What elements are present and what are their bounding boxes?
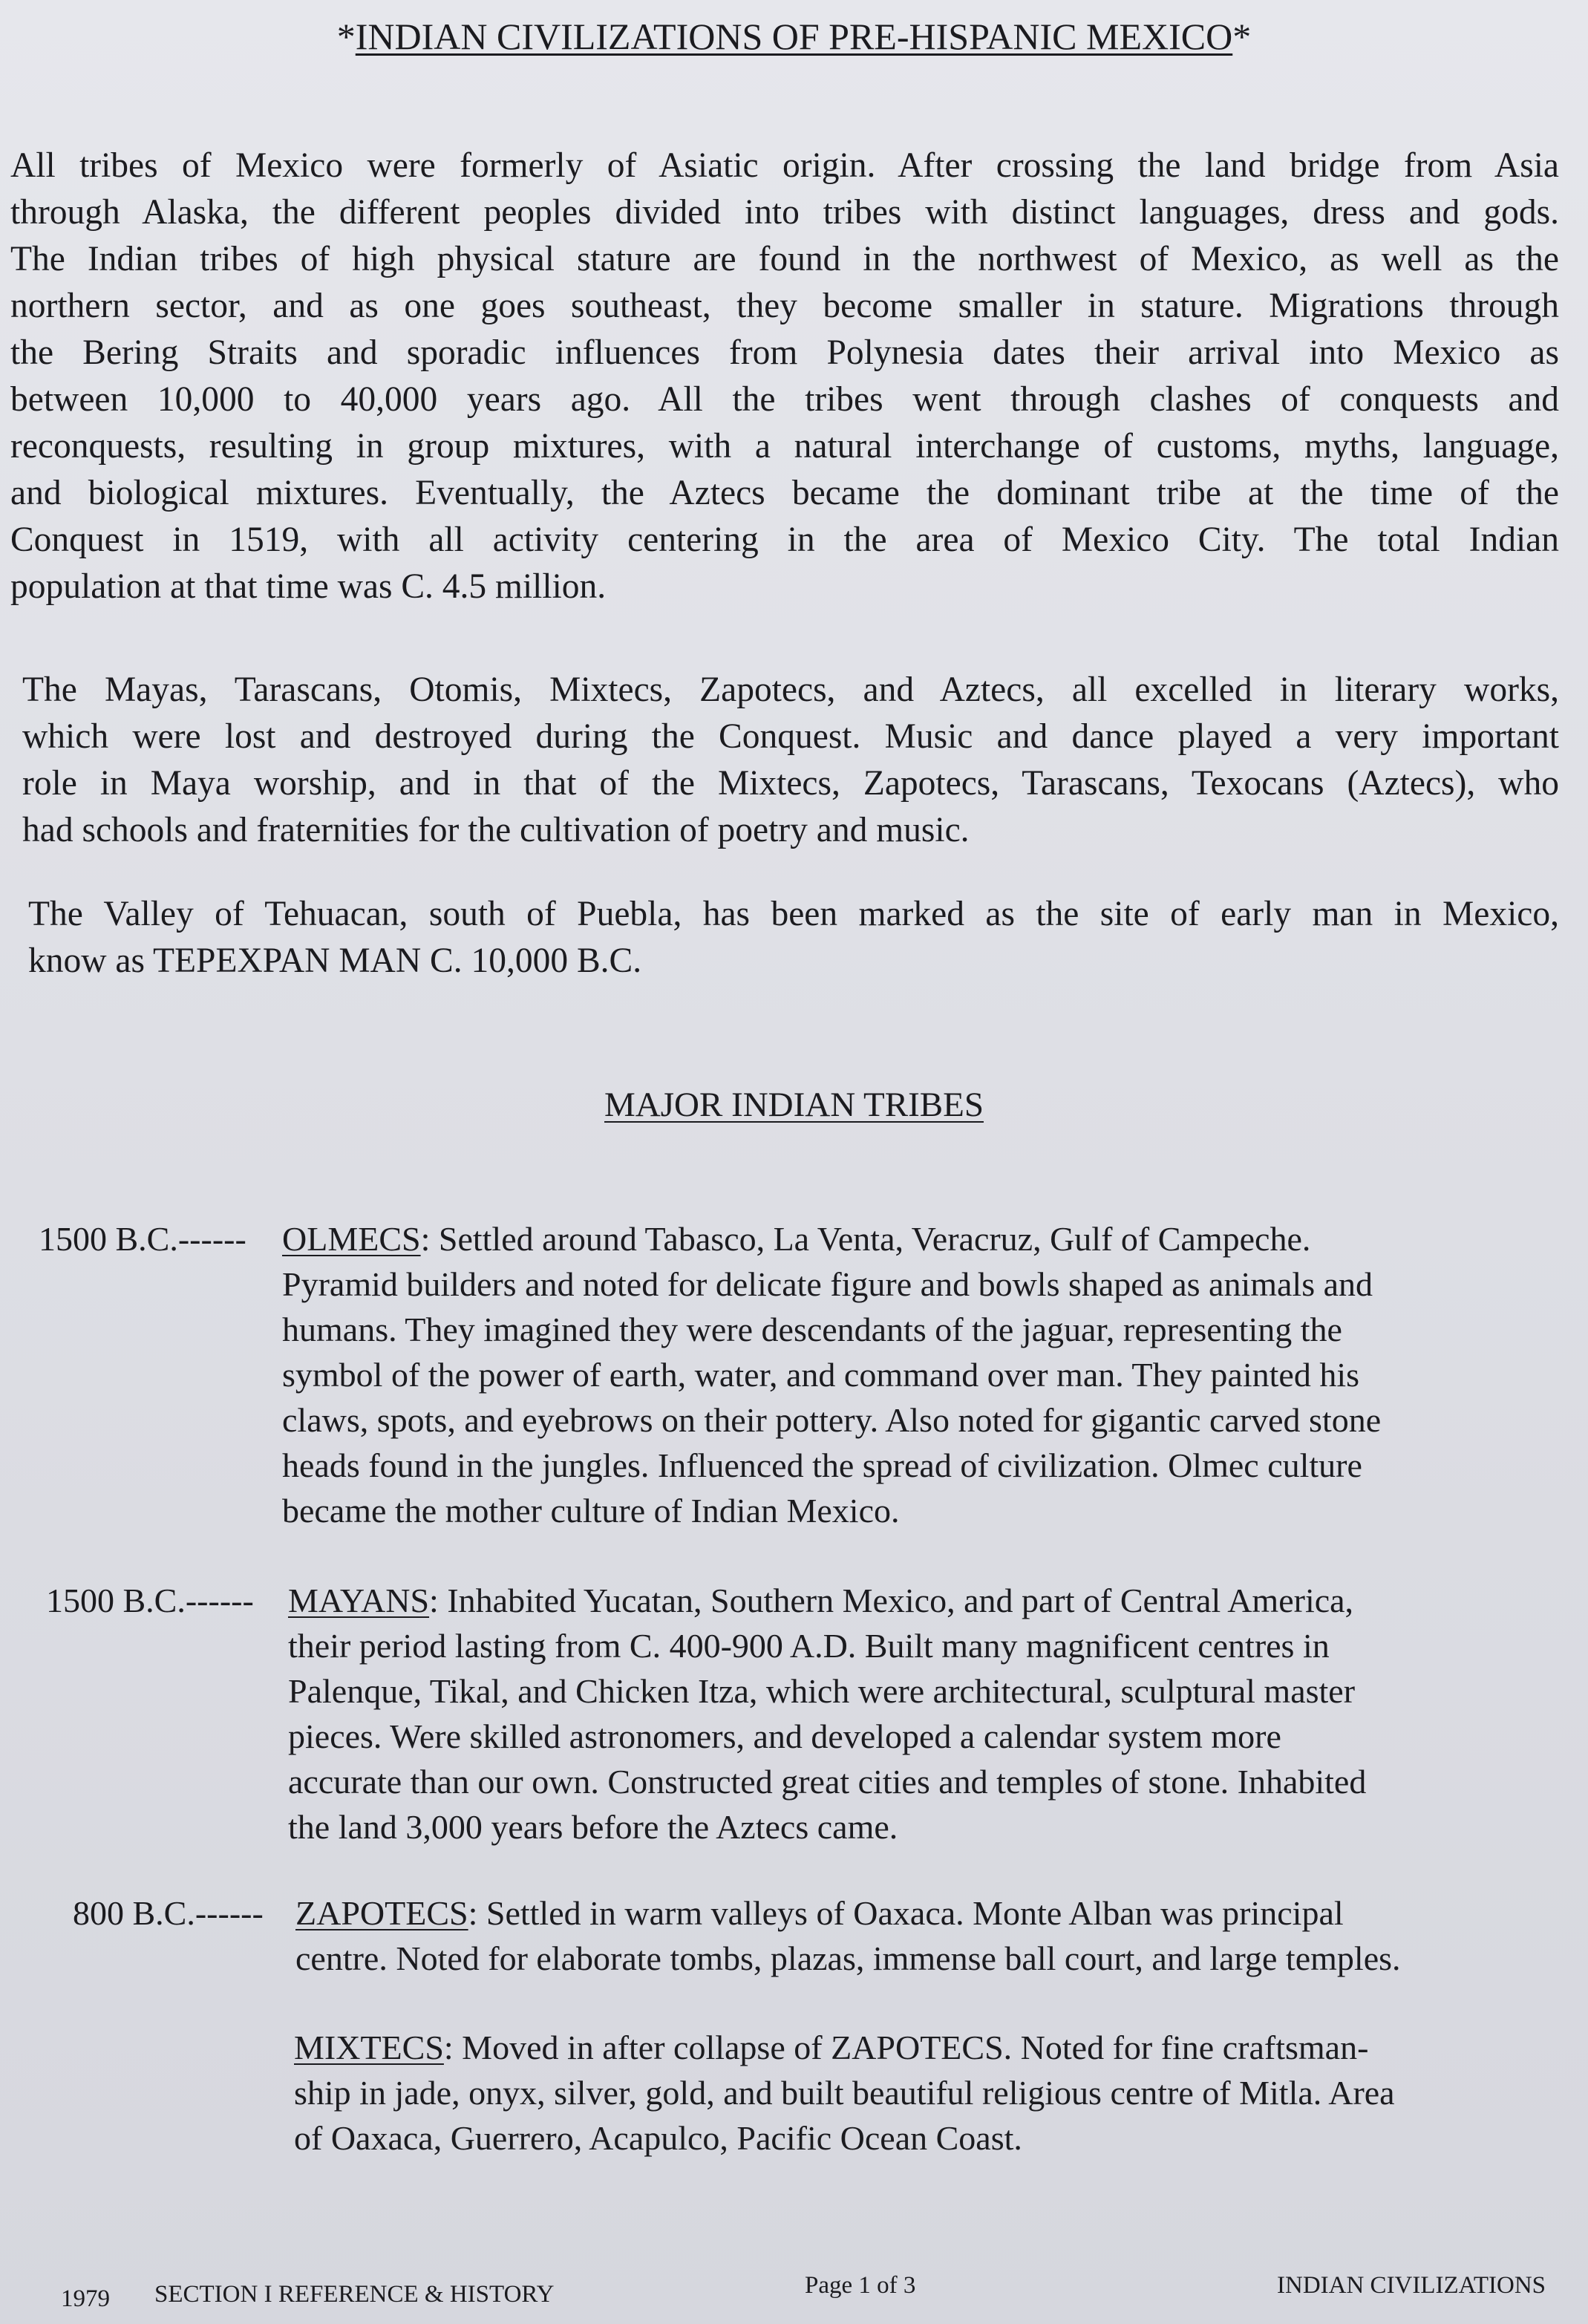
tribe-name: ZAPOTECS	[295, 1894, 468, 1932]
tribe-line: claws, spots, and eyebrows on their pottery. Also noted for gigantic carved stone	[282, 1401, 1382, 1439]
tribe-line: heads found in the jungles. Influenced the spread of civilization. Olmec culture	[282, 1446, 1362, 1484]
tribe-line: Pyramid builders and noted for delicate figure and bowls shaped as animals and	[282, 1265, 1373, 1303]
tribe-line: accurate than our own. Constructed great cities and temples of stone. Inhabited	[288, 1763, 1367, 1801]
paragraph-line: The Indian tribes of high physical stature are found in the northwest of Mexico, as well as the	[10, 240, 1559, 278]
paragraph-line: The Valley of Tehuacan, south of Puebla, has been marked as the site of early man in Mexico,	[28, 895, 1559, 933]
tribe-line: pieces. Were skilled astronomers, and developed a calendar system more	[288, 1717, 1281, 1755]
tribe-name: OLMECS	[282, 1220, 421, 1258]
footer-section: SECTION I REFERENCE & HISTORY	[154, 2281, 555, 2308]
paragraph-line: between 10,000 to 40,000 years ago. All the tribes went through clashes of conquests and	[10, 380, 1559, 419]
tribe-first-line-text: : Inhabited Yucatan, Southern Mexico, and part of Central America,	[429, 1582, 1354, 1619]
paragraph-line: through Alaska, the different peoples divided into tribes with distinct languages, dress and gods.	[10, 193, 1559, 232]
paragraph-line: Conquest in 1519, with all activity centering in the area of Mexico City. The total Indian	[10, 520, 1559, 559]
tribe-entry-mayans	[0, 1578, 1588, 1860]
tribe-name: MAYANS	[288, 1582, 430, 1619]
tribe-date: 1500 B.C.------	[39, 1220, 246, 1258]
page-title	[0, 10, 1588, 62]
intro-paragraph-1	[10, 143, 1559, 610]
footer-year: 1979	[61, 2285, 110, 2312]
paragraph-line: know as TEPEXPAN MAN C. 10,000 B.C.	[28, 941, 642, 980]
tribe-body	[282, 1216, 1381, 1533]
tribe-body	[295, 1890, 1401, 1981]
tribe-name: MIXTECS	[294, 2028, 444, 2066]
tribe-line: Palenque, Tikal, and Chicken Itza, which were architectural, sculptural master	[288, 1672, 1356, 1710]
tribe-body	[294, 2025, 1395, 2161]
tribe-first-line-text: : Moved in after collapse of ZAPOTECS. Noted for fine craftsman-	[443, 2028, 1369, 2066]
tribe-line: humans. They imagined they were descendants of the jaguar, representing the	[282, 1310, 1342, 1348]
tribe-line: of Oaxaca, Guerrero, Acapulco, Pacific Ocean Coast.	[294, 2119, 1022, 2157]
tribe-first-line	[282, 1216, 1381, 1261]
tribe-entry-mixtecs	[0, 2025, 1588, 2173]
tribe-line: centre. Noted for elaborate tombs, plazas, immense ball court, and large temples.	[295, 1939, 1401, 1977]
section-heading-text: MAJOR INDIAN TRIBES	[604, 1086, 984, 1124]
tribe-date: 1500 B.C.------	[46, 1582, 254, 1619]
intro-paragraph-3	[28, 891, 1559, 985]
paragraph-line: northern sector, and as one goes southeast, they become smaller in stature. Migrations through	[10, 287, 1559, 325]
title-text: INDIAN CIVILIZATIONS OF PRE-HISPANIC MEXICO	[355, 16, 1233, 57]
tribe-first-line	[294, 2025, 1395, 2070]
intro-paragraph-2	[22, 667, 1559, 854]
paragraph-line: and biological mixtures. Eventually, the Aztecs became the dominant tribe at the time of the	[10, 474, 1559, 512]
tribe-entry-olmecs	[0, 1216, 1588, 1535]
paragraph-line: The Mayas, Tarascans, Otomis, Mixtecs, Zapotecs, and Aztecs, all excelled in literary works,	[22, 670, 1559, 709]
paragraph-line: All tribes of Mexico were formerly of Asiatic origin. After crossing the land bridge from Asia	[10, 146, 1559, 185]
title-suffix: *	[1232, 16, 1252, 57]
tribe-first-line	[288, 1578, 1366, 1623]
paragraph-line: the Bering Straits and sporadic influences from Polynesia dates their arrival into Mexico as	[10, 333, 1559, 372]
tribe-first-line	[295, 1890, 1401, 1936]
tribe-date: 800 B.C.------	[73, 1894, 264, 1932]
tribe-entry-zapotecs	[0, 1890, 1588, 1994]
paragraph-line: which were lost and destroyed during the Conquest. Music and dance played a very important	[22, 717, 1559, 756]
title-prefix: *	[336, 16, 356, 57]
section-heading	[0, 1080, 1588, 1129]
tribe-line: the land 3,000 years before the Aztecs came.	[288, 1808, 898, 1846]
tribe-line: their period lasting from C. 400-900 A.D. Built many magnificent centres in	[288, 1627, 1330, 1665]
paragraph-line: role in Maya worship, and in that of the Mixtecs, Zapotecs, Tarascans, Texocans (Aztecs), who	[22, 764, 1559, 803]
paragraph-line: population at that time was C. 4.5 million.	[10, 567, 607, 606]
page-footer	[0, 2272, 1588, 2312]
tribe-body	[288, 1578, 1366, 1850]
footer-document-name: INDIAN CIVILIZATIONS	[1277, 2272, 1546, 2299]
paragraph-line: reconquests, resulting in group mixtures, with a natural interchange of customs, myths, language,	[10, 427, 1559, 466]
tribe-first-line-text: : Settled around Tabasco, La Venta, Veracruz, Gulf of Campeche.	[420, 1220, 1311, 1258]
tribe-first-line-text: : Settled in warm valleys of Oaxaca. Monte Alban was principal	[468, 1894, 1344, 1932]
tribe-line: symbol of the power of earth, water, and command over man. They painted his	[282, 1356, 1359, 1394]
footer-page-number: Page 1 of 3	[805, 2272, 916, 2299]
tribe-line: became the mother culture of Indian Mexico.	[282, 1492, 900, 1530]
paragraph-line: had schools and fraternities for the cultivation of poetry and music.	[22, 811, 970, 849]
tribe-line: ship in jade, onyx, silver, gold, and built beautiful religious centre of Mitla. Area	[294, 2074, 1395, 2112]
